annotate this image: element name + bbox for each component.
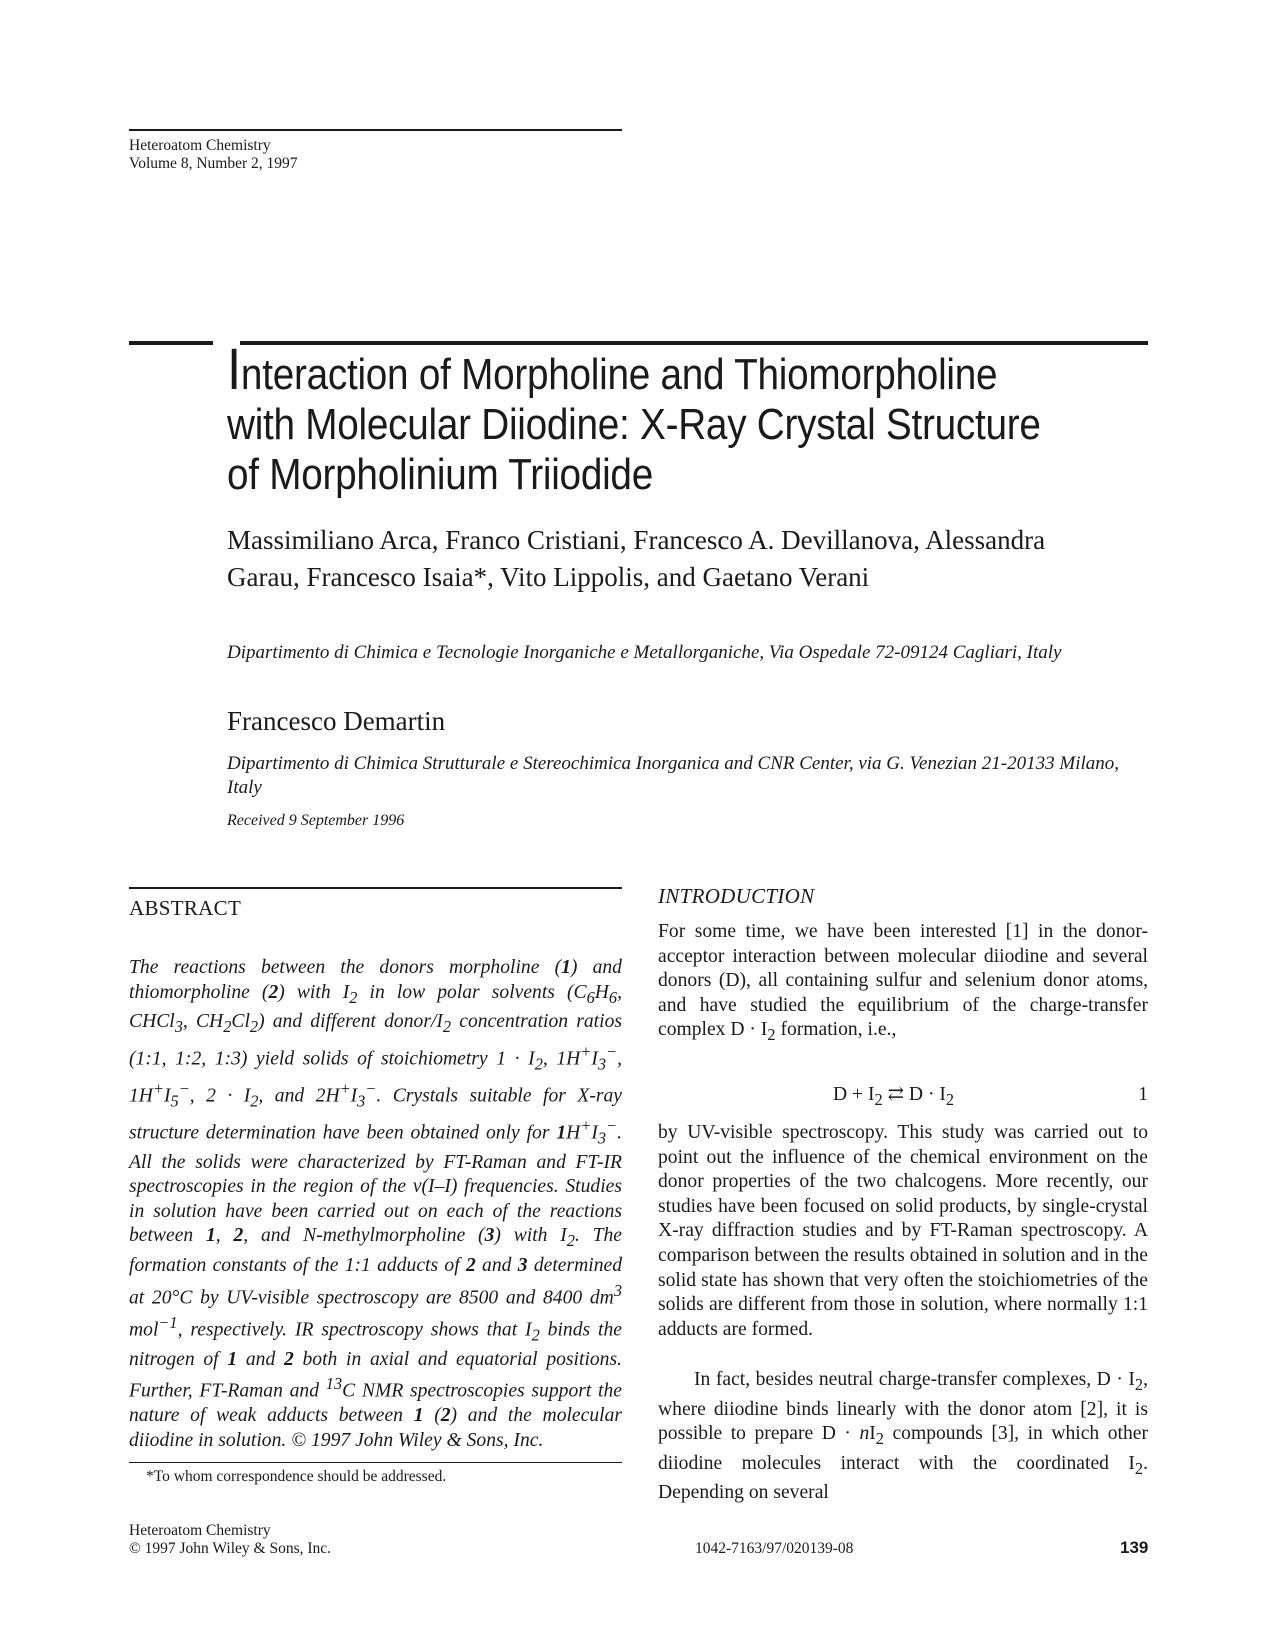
equation-text: $D + I_2$ ⇄ $D \cdot I_2$ bbox=[833, 1084, 955, 1109]
issn-code: 1042-7163/97/020139-08 bbox=[695, 1540, 854, 1557]
journal-name: Heteroatom Chemistry bbox=[129, 137, 271, 154]
author-list: Massimiliano Arca, Franco Cristiani, Francesco A. Devillanova, Alessandra Garau, Francesco Isaia*, Vito Lippolis, and Gaetano Verani bbox=[227, 525, 1046, 592]
journal-volume: Volume 8, Number 2, 1997 bbox=[129, 155, 298, 172]
journal-header bbox=[129, 137, 297, 173]
footer-copyright: © 1997 John Wiley & Sons, Inc. bbox=[129, 1540, 332, 1557]
page-number: 139 bbox=[1120, 1538, 1149, 1557]
intro-paragraph-2: by UV-visible spectroscopy. This study was carried out to point out the influence of the chemical environment on the donor properties of the two chalcogens. More recently, our studies have been focused on solid products, by single-crystal X-ray diffraction studies and by FT-Raman spectroscopy. A comparison between the results obtained in solution and in the solid state has shown that very often the stoichiometries of the solids are different from those in solution, where normally 1:1 adducts are formed. bbox=[658, 1122, 1148, 1340]
title-rule-left bbox=[129, 341, 213, 345]
title-text: nteraction of Morpholine and Thiomorpholine with Molecular Diiodine: X-Ray Crystal Structure of Morpholinium Triiodide bbox=[227, 350, 1041, 499]
footer-left bbox=[129, 1522, 331, 1558]
introduction-heading: INTRODUCTION bbox=[658, 884, 815, 908]
header-rule bbox=[129, 129, 622, 131]
equation-number: 1 bbox=[1138, 1084, 1148, 1105]
intro-paragraph-1: For some time, we have been interested [1] in the donor-acceptor interaction between molecular diiodine and several donors (D), all containing sulfur and selenium donor atoms, and have studied the equilibrium of the charge-transfer complex $D \cdot I_2$ formation, i.e., bbox=[658, 921, 1148, 1045]
received-date: Received 9 September 1996 bbox=[227, 812, 405, 829]
title-initial: I bbox=[227, 337, 241, 402]
intro-paragraph-3: In fact, besides neutral charge-transfer complexes, $D \cdot I_2$, where diiodine binds linearly with the donor atom [2], it is possible to prepare $D \cdot nI_2$ compounds [3], in which other diiodine molecules interact with the coordinated $I_2$. Depending on several bbox=[658, 1369, 1148, 1504]
author-list-2: Francesco Demartin bbox=[227, 706, 446, 736]
article-title bbox=[227, 337, 1072, 500]
correspondence-footnote: *To whom correspondence should be addressed. bbox=[146, 1468, 447, 1485]
abstract-rule bbox=[129, 887, 622, 889]
footnote-rule bbox=[129, 1462, 622, 1463]
abstract-heading: ABSTRACT bbox=[129, 896, 242, 920]
footer-journal: Heteroatom Chemistry bbox=[129, 1522, 271, 1539]
affiliation-1: Dipartimento di Chimica e Tecnologie Inorganiche e Metallorganiche, Via Ospedale 72-09124 Cagliari, Italy bbox=[227, 642, 1062, 663]
abstract-text: The reactions between the donors morpholine (1) and thiomorpholine (2) with $I_2$ in low polar solvents ($C_6H_6$, CHCl$_3$, $CH_2Cl_2$) and different donor/$I_2$ concentration ratios (1:1, 1:2, 1:3) yield solids of stoichiometry $1 \cdot I_2$, $1H^+I_3^-$, $1H^+I_5^-$, $2 \cdot I_2$, and $2H^+I_3^-$. Crystals suitable for X-ray structure determination have been obtained only for $1H^+I_3^-$. All the solids were characterized by FT-Raman and FT-IR spectroscopies in the region of the ν(I–I) frequencies. Studies in solution have been carried out on each of the reactions between 1, 2, and N-methylmorpholine (3) with $I_2$. The formation constants of the 1:1 adducts of 2 and 3 determined at 20°C by UV-visible spectroscopy are 8500 and 8400 $dm^3$ mol$^{-1}$, respectively. IR spectroscopy shows that $I_2$ binds the nitrogen of 1 and 2 both in axial and equatorial positions. Further, FT-Raman and $^{13}$C NMR spectroscopies support the nature of weak adducts between 1 (2) and the molecular diiodine in solution. © 1997 John Wiley & Sons, Inc. bbox=[129, 957, 623, 1452]
affiliation-2: Dipartimento di Chimica Strutturale e Stereochimica Inorganica and CNR Center, via G. Venezian 21-20133 Milano, Italy bbox=[227, 753, 1120, 798]
